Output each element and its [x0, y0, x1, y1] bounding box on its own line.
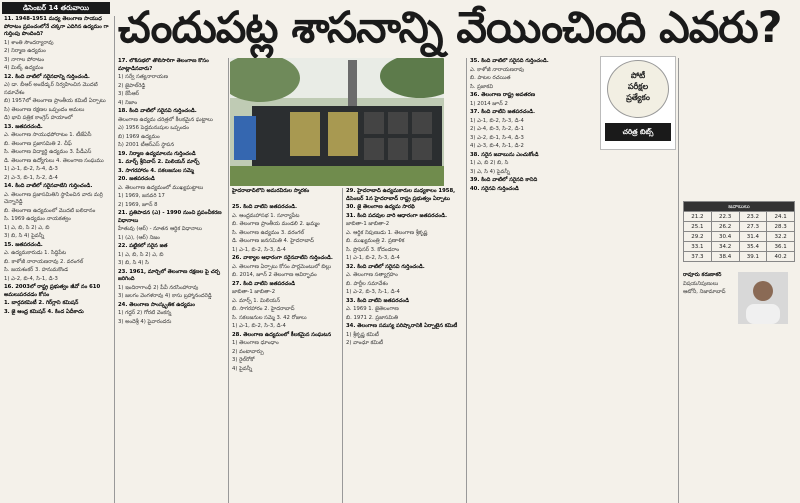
- column-5: [470, 58, 594, 503]
- question-line: 2) ఎ-4, బి-3, సి-2, డి-1: [470, 126, 524, 132]
- question-line: ఎ) డా. బీఆర్ అంబేడ్కర్ నిర్వహించిన మొదటి సమావేశం: [4, 82, 98, 96]
- series-subject: చరిత్ర బిట్స్: [605, 123, 671, 141]
- question-line: తెలంగాణ ఉద్యమ చరిత్రలో కీలకమైన ఘట్టాలు: [118, 116, 213, 123]
- question-line: ఎ. తెలంగాణ ఏర్పాటు కోసం పార్లమెంటులో బిల్లు: [232, 263, 332, 270]
- question-line: ఎ. తెలంగాణ సత్యాగ్రహం: [346, 272, 398, 278]
- question-line: బి) 1969 ఉద్యమం: [118, 133, 160, 140]
- question-line: 24. తెలంగాణ సాంస్కృతిక ఉద్యమం: [118, 301, 195, 308]
- question-line: డి. తెలంగాణ ఉద్యోగులు 4. తెలంగాణ సంఘము: [4, 157, 104, 164]
- question-line: 36. తెలంగాణ రాష్ట్ర అవతరణ: [470, 92, 536, 98]
- question-line: 3) బి, సి 4) పైవన్నీ: [4, 233, 45, 239]
- question-line: సి. జయశంకర్ 3. హనుమకొండ: [4, 267, 69, 273]
- photo-illustration: [230, 58, 444, 186]
- question-line: 1) ఎ, బి 2) బి, సి: [470, 160, 509, 166]
- question-line: 3) కేసీఆర్: [118, 91, 139, 97]
- person-icon: [738, 272, 788, 324]
- question-line: 3) ఎ, సి 4) పైవన్నీ: [470, 168, 510, 175]
- answer-cell: 22.3: [711, 212, 739, 222]
- question-line: 1) ఇందిరాగాంధీ 2) పీవీ నరసింహారావు: [118, 284, 199, 291]
- question-line: 18. కింది వాటిలో సరైనవి గుర్తించండి.: [118, 108, 197, 114]
- answer-cell: 28.3: [767, 222, 795, 232]
- answer-cell: 39.1: [739, 252, 767, 262]
- question-line: ఎ. తెలంగాణ ఉద్యమంలో ముఖ్యఘట్టాలు: [118, 184, 204, 191]
- question-line: 4) నిజాం: [118, 99, 138, 106]
- question-line: సి) తెలంగాణ రక్షణల ఒప్పందం అమలు: [4, 106, 85, 113]
- question-line: 1) సర్వే సత్యనారాయణ: [118, 74, 168, 80]
- answer-cell: 33.1: [684, 242, 712, 252]
- series-logo-line: పరీక్షల: [627, 82, 649, 91]
- question-line: 31. కింది పదవుల వారి ఆధారంగా జతపరచండి.: [346, 212, 448, 219]
- column-2: [118, 58, 226, 503]
- question-line: బి. కాళోజీ నారాయణరావు 2. వరంగల్: [4, 258, 84, 265]
- column-1: [4, 16, 112, 503]
- question-line: 2) వంటావార్పు: [232, 348, 264, 355]
- question-line: బి. తెలంగాణ ప్రజాసమితి 2. చీఫ్: [4, 140, 72, 147]
- question-line: 3) అందెశ్రీ 4) పైవారందరు: [118, 318, 172, 325]
- question-line: 33. కింది వాటిని జతపరచండి: [346, 297, 409, 304]
- question-line: 1) ఎ-1, బి-2, సి-3, డి-4: [470, 117, 524, 124]
- question-line: బి. తెలంగాణ ప్రాంతీయ మండలి 2. ఖమ్మం: [232, 221, 320, 227]
- question-line: 38. సరైన జవాబును ఎంచుకోండి: [470, 151, 539, 158]
- question-line: 19. నిర్మాణ ఉద్యమాలను గుర్తించండి: [118, 150, 196, 157]
- question-line: 1. మార్చ్ శ్రీనివాస్ 2. మిలియన్ మార్చ్: [118, 159, 200, 165]
- question-list: [470, 58, 594, 193]
- answer-cell: 34.2: [711, 242, 739, 252]
- question-line: 3. సాగరహారం 4. సకలజనుల సమ్మె: [118, 167, 194, 174]
- question-line: బి) 1957లో తెలంగాణ ప్రాంతీయ కమిటీ ఏర్పాటు: [4, 98, 106, 104]
- author-place: ఆటోనీ, నిజామాబాద్: [683, 289, 726, 295]
- question-line: 17. లోక్‌సభలో తొలిసారిగా తెలంగాణ కోసం మాట్లాడినవారు?: [118, 58, 209, 72]
- author-name: రావూరు కరుణాకర్: [683, 272, 722, 278]
- question-line: సి. తెలంగాణ విద్యార్థి ఉద్యమం 3. పీడీఎస్: [4, 149, 92, 155]
- answer-cell: 25.1: [684, 222, 712, 232]
- question-line: 1) ఎ, బి, సి 2) ఎ, బి: [4, 224, 50, 231]
- question-list: [346, 188, 464, 348]
- date-tab: డిసెంబర్ 14 తరువాయి: [2, 2, 110, 14]
- question-line: ఎ. ఆర్థిక నిపుణుడు 1. తెలంగాణ శ్రీకృష్ణ: [346, 229, 428, 236]
- question-line: 2) వాంఛూ కమిటీ: [346, 340, 384, 346]
- question-line: 3. జై ఆంధ్ర కమిషన్ 4. కింద ఏదీకాదు: [4, 308, 84, 315]
- question-line: బి. తెలంగాణ ఉద్యమంలో మొదటి బలిదానం: [4, 207, 96, 214]
- question-line: సి. 1969 ఉద్యమం నాయకత్వం: [4, 216, 71, 222]
- question-line: 3) బి, సి 4) సి: [118, 260, 149, 266]
- question-line: 28. తెలంగాణ ఉద్యమంలో కీలకమైన సంఘటన: [232, 331, 332, 338]
- question-line: 20. జతపరచండి: [118, 176, 155, 182]
- question-line: 37. కింది వాటిని జతపరచండి.: [470, 109, 536, 115]
- question-line: జాబితా-1 జాబితా-2: [346, 221, 390, 227]
- answer-key-title: జవాబులు: [684, 202, 795, 212]
- answer-cell: 29.2: [684, 232, 712, 242]
- question-line: సి. ప్రజాకవి: [470, 83, 493, 90]
- question-line: 1) ఎ-1, బి-2, సి-3, డి-4: [346, 255, 400, 261]
- question-line: డి. తెలంగాణ జనసమితి 4. హైదరాబాద్: [232, 238, 314, 244]
- answer-cell: 37.3: [684, 252, 712, 262]
- author-block: [683, 272, 737, 324]
- author-photo: [738, 272, 788, 324]
- question-line: బి. ముఖ్యమంత్రి 2. ప్రణాళిక: [346, 238, 405, 244]
- question-list: [118, 58, 226, 326]
- question-line: 3) రైల్‌రోకో: [232, 357, 255, 363]
- series-logo-line: ప్రత్యేకం: [626, 93, 650, 102]
- question-line: ఎ. ఆంధ్రమహాసభ 1. సూర్యాపేట: [232, 212, 300, 219]
- column-3: [232, 204, 340, 503]
- memorial-photo: [230, 58, 444, 186]
- question-line: 21. ప్రతిపాదన (ఎ) - 1990 నుంచి ప్రపంచీకరణ విధానాలు: [118, 210, 222, 224]
- series-logo-line: పోటీ: [630, 71, 646, 80]
- question-line: 1) తెలంగాణ ధూంధాం: [232, 340, 279, 346]
- question-line: 1) 1969, జనవరి 17: [118, 193, 165, 199]
- question-line: 1) 2014 జూన్ 2: [470, 100, 508, 107]
- question-line: 30. జై తెలంగాణ ఉద్యమ సారథి: [346, 204, 415, 210]
- question-list: [4, 16, 112, 316]
- question-line: ఎ) 1956 పెద్దమనుషుల ఒప్పందం: [118, 125, 189, 131]
- answer-cell: 36.1: [767, 242, 795, 252]
- answer-cell: 38.4: [711, 252, 739, 262]
- question-line: 1) ఎ-1, బి-2, సి-4, డి-3: [4, 166, 58, 172]
- question-line: 14. కింది వాటిలో సరైనవాటిని గుర్తించండి.: [4, 183, 93, 189]
- question-line: 34. తెలంగాణ సమస్య పరిష్కారానికి ఏర్పాటైన కమిటీ: [346, 323, 458, 329]
- question-line: 32. కింది వాటిలో సరైనవి గుర్తించండి.: [346, 263, 425, 270]
- question-line: ఎ. తెలంగాణ ప్రజాసమితిని స్థాపించిన వారు మర్రి చెన్నారెడ్డి: [4, 191, 103, 205]
- question-line: 29. హైదరాబాద్ ఉద్యమకారుల మధ్యకాలం 1958, డిసెంబర్ 1న హైదరాబాద్ రాష్ట్ర ప్రభుత్వం ఏర్పాటు: [346, 188, 456, 202]
- question-line: సి. తెలంగాణ ఉద్యమం 3. వరంగల్: [232, 229, 305, 236]
- question-line: ఎ. ఉద్యమకారుడు 1. సిద్ధిపేట: [4, 250, 67, 256]
- question-line: 40. సరైనవి గుర్తించండి: [470, 185, 519, 192]
- question-line: 2) 1969, జూన్ 8: [118, 201, 158, 208]
- question-line: డి) భావి పత్రిక కాంగ్రెస్ హయాంలో: [4, 115, 73, 121]
- question-line: 1) శాంతి సౌందర్యారావు: [4, 39, 54, 46]
- question-line: 27. కింది వాటిని జతపరచండి: [232, 280, 295, 287]
- answer-cell: 35.4: [739, 242, 767, 252]
- answer-cell: 32.2: [767, 232, 795, 242]
- question-line: బి. పాటల రచయిత: [470, 75, 511, 81]
- question-line: 1) ఎ-1, బి-2, సి-3, డి-4: [232, 246, 286, 253]
- question-line: సి. ప్రొఫెసర్ 3. కోదండరాం: [346, 246, 400, 253]
- question-line: 2) ఎ-3, బి-1, సి-2, డి-4: [4, 174, 58, 181]
- question-line: 4) ఎ-3, బి-4, సి-1, డి-2: [470, 143, 524, 149]
- question-line: 1) ఎ-2, బి-3, సి-1, డి-4: [346, 289, 400, 295]
- answer-cell: 23.2: [739, 212, 767, 222]
- question-line: 2) నిర్మాణ ఉద్యమం: [4, 48, 46, 54]
- question-line: 2) జైపాల్‌రెడ్డి: [118, 82, 146, 89]
- question-line: సి. సకలజనుల సమ్మె 3. 42 రోజులు: [232, 314, 307, 321]
- page-title: చందుపట్ల శాసనాన్ని వేయించింది ఎవరు?: [118, 3, 782, 53]
- question-line: 22. పట్టికలో సరైన జత: [118, 243, 168, 249]
- answer-cell: 26.2: [711, 222, 739, 232]
- question-line: 35. కింది వాటిలో సరైనది గుర్తించండి.: [470, 58, 549, 64]
- question-line: 25. కింది వాటిని జతపరచండి.: [232, 204, 298, 210]
- answer-cell: 40.2: [767, 252, 795, 262]
- question-line: బి. 2014, జూన్ 2 తెలంగాణ ఆవిర్భావం: [232, 272, 317, 278]
- question-line: 3) ఎ-2, బి-1, సి-4, డి-3: [470, 134, 524, 141]
- answer-cell: 21.2: [684, 212, 712, 222]
- question-line: 39. కింది వాటిలో సరైనది కానిది: [470, 177, 538, 183]
- question-line: 15. జతపరచండి.: [4, 241, 43, 248]
- question-line: 3) జలగం వెంగళరావు 4) కాసు బ్రహ్మానందరెడ్డి: [118, 293, 212, 299]
- question-line: ఎ. 1969 1. జైతెలంగాణ: [346, 306, 399, 312]
- question-line: సి) 2001 టీఆర్‌ఎస్ స్థాపన: [118, 142, 175, 148]
- question-line: 1) (ఎ), (ఆర్) నిజం: [118, 234, 160, 241]
- answer-cell: 30.4: [711, 232, 739, 242]
- series-badge: [600, 56, 676, 150]
- question-line: 4) పైవన్నీ: [232, 365, 253, 372]
- question-line: ఎ. మార్చ్ 1. మిలియన్: [232, 297, 281, 304]
- question-line: 1. బార్గవకమిటీ 2. గిర్‌గ్లాని కమిషన్: [4, 300, 79, 306]
- column-4: [346, 188, 464, 503]
- question-line: 1) ఎ-2, బి-4, సి-1, డి-3: [4, 275, 58, 282]
- question-line: 26. వాక్యాల ఆధారంగా సరైనవాటిని గుర్తించండి.: [232, 255, 333, 261]
- question-line: 1) ఎ, బి, సి 2) ఎ, బి: [118, 251, 164, 258]
- question-line: జాబితా-1 జాబితా-2: [232, 289, 276, 295]
- question-line: 1) శ్రీకృష్ణ కమిటీ: [346, 331, 379, 338]
- question-line: బి. 1971 2. ప్రజాసమితి: [346, 314, 398, 321]
- series-logo: [607, 60, 669, 118]
- question-line: బి. సాగరహారం 2. హైదరాబాద్: [232, 306, 295, 312]
- answer-key-table: [683, 201, 795, 262]
- question-line: 4) మిల్క్ ఉద్యమం: [4, 65, 44, 71]
- question-line: హేతువు (ఆర్) - నూతన ఆర్థిక విధానాలు: [118, 226, 202, 232]
- question-line: 13. జతపరచండి.: [4, 123, 43, 130]
- question-line: బి. పార్టీల సమావేశం: [346, 280, 388, 287]
- question-line: ఎ. కాళోజీ నారాయణరావు: [470, 66, 525, 73]
- question-line: 3) నాగాల పోరాటం: [4, 56, 45, 63]
- question-line: 23. 1961, మార్చిలో తెలంగాణ రక్షణల పై చర్చ జరిగింది: [118, 268, 220, 282]
- question-line: 1) గద్దర్ 2) గోరటి వెంకన్న: [118, 310, 172, 316]
- question-line: 1) ఎ-1, బి-2, సి-3, డి-4: [232, 323, 286, 329]
- answer-cell: 31.4: [739, 232, 767, 242]
- question-line: 11. 1948-1951 మధ్య తెలంగాణ సాయుధ పోరాటం ప్రపంచంలోనే చక్కగా ఎదిగిన ఉద్యమం గా గుర్తింపు పొందింది?: [4, 16, 109, 37]
- question-list: [232, 204, 340, 373]
- photo-caption: హైదరాబాద్‌లోని అమరవీరుల స్మారకం: [232, 188, 310, 194]
- question-line: 12. కింది వాటిలో సరైనదాన్ని గుర్తించండి.: [4, 73, 90, 80]
- question-line: 16. 2003లో రాష్ట్ర ప్రభుత్వం జీవో నం 610 అమలుపరచడం కోసం: [4, 284, 101, 298]
- answer-cell: 27.3: [739, 222, 767, 232]
- author-designation: విషయనిపుణులు: [683, 280, 719, 287]
- answer-cell: 24.1: [767, 212, 795, 222]
- question-line: ఎ. తెలంగాణ సాయుధపోరాటం 1. టీజేఏసీ: [4, 132, 92, 138]
